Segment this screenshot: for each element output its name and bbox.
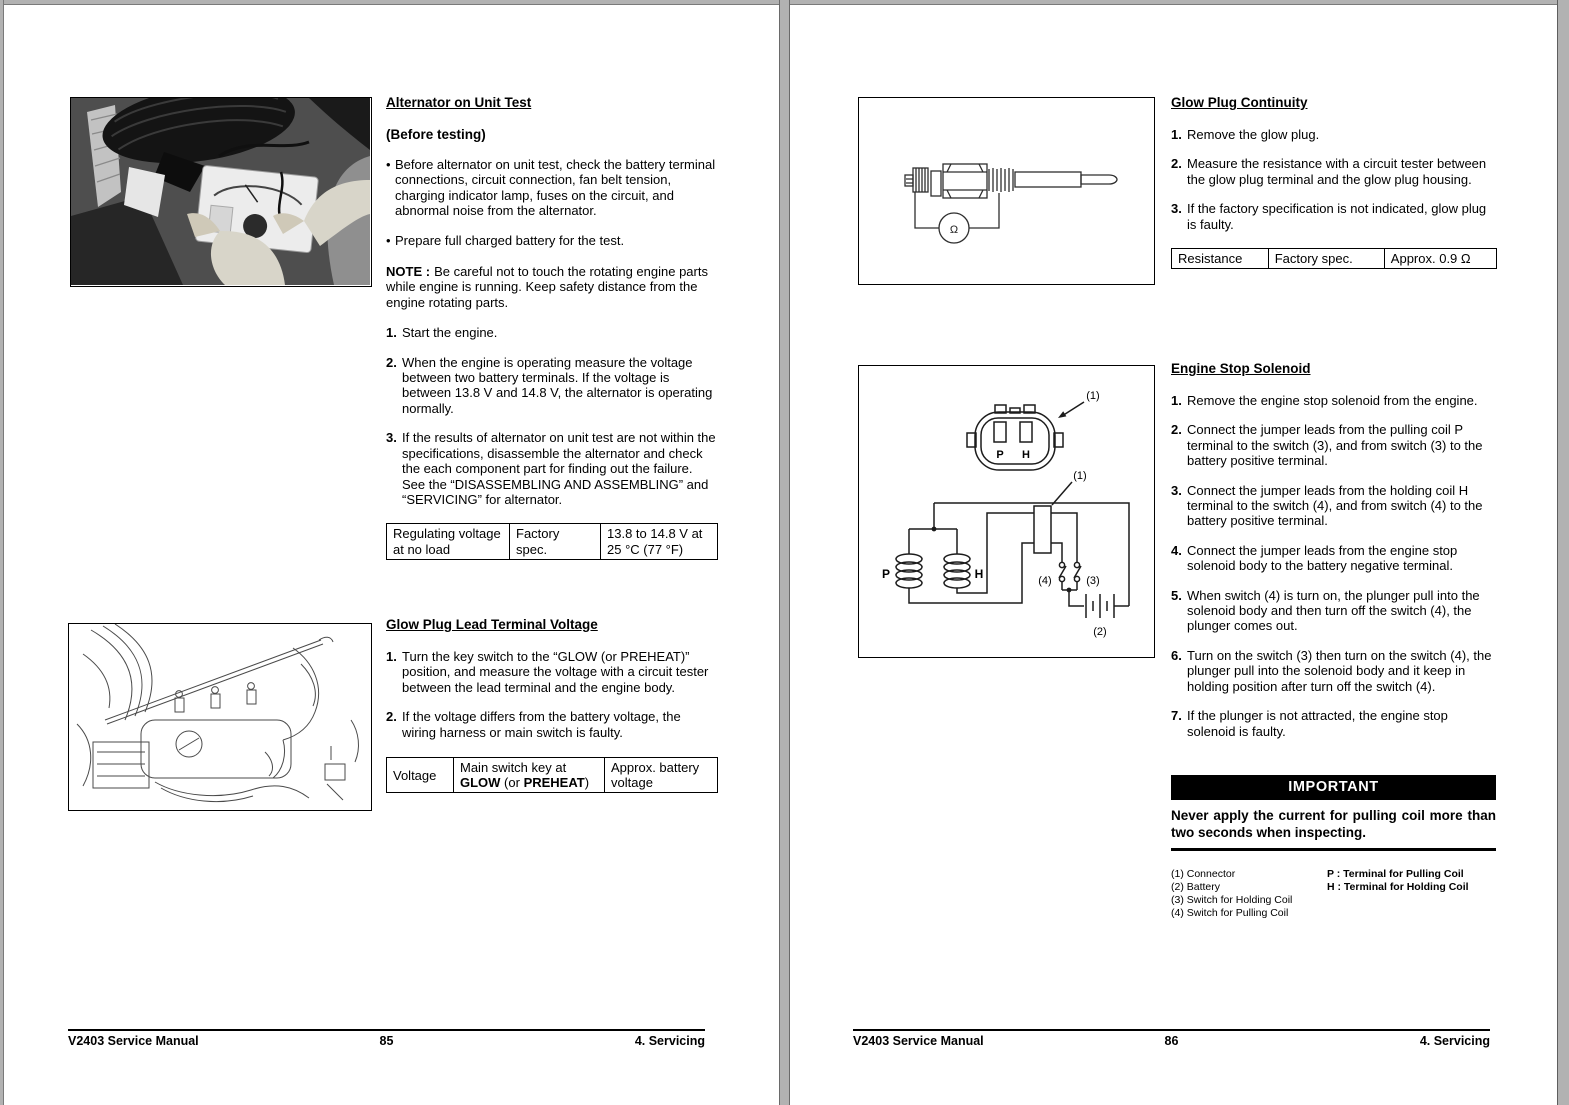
figure-legend-terminals	[1327, 868, 1507, 894]
step-number: 4.	[1171, 542, 1182, 558]
step-item	[386, 709, 718, 740]
spec-cell-end: )	[584, 775, 590, 791]
viewer-edge-right	[1557, 0, 1569, 1105]
footer-chapter: 4. Servicing	[634, 1034, 705, 1048]
footer-page-number: 86	[1164, 1034, 1179, 1048]
pulling-coil-label: P	[881, 567, 891, 581]
regulating-voltage-spec-table	[386, 523, 718, 559]
holding-coil-label: H	[974, 567, 984, 581]
alternator-test-photo	[70, 97, 372, 287]
section-title: Glow Plug Continuity	[1171, 95, 1308, 110]
section-title: Alternator on Unit Test	[386, 95, 532, 110]
step-item	[1171, 127, 1497, 142]
step-item	[1171, 156, 1497, 187]
step-text: Turn on the switch (3) then turn on the switch (4), the plunger pull into the solenoid body and it keep in holding position after turn off the switch (4).	[1187, 647, 1492, 694]
page-gutter	[779, 0, 790, 1105]
spec-cell: Approx. 0.9 Ω	[1384, 249, 1496, 269]
battery-label: (2)	[1093, 626, 1107, 638]
step-number: 1.	[386, 325, 397, 341]
step-item	[386, 355, 718, 417]
step-number: 2.	[1171, 156, 1182, 172]
spec-cell: Voltage	[387, 758, 454, 793]
important-box	[1171, 775, 1496, 851]
figure-legend-numbers	[1171, 868, 1321, 920]
before-testing-subhead: (Before testing)	[386, 127, 486, 142]
step-text: If the results of alternator on unit test are not within the specifications, disassemble the alternator and check the each component part for finding out the failure. See the “DISASSEMBLING AND ASSEMBLING” and “SERVICING” for alternator.	[402, 430, 716, 507]
engine-line-art	[69, 624, 370, 809]
spec-cell: Approx. battery voltage	[605, 758, 718, 793]
step-text: Connect the jumper leads from the engine stop solenoid body to the battery negative terminal.	[1187, 542, 1458, 574]
spec-cell-line1: Main switch key at	[460, 760, 567, 776]
glow-plug-resistance-spec-table	[1171, 248, 1497, 269]
step-item	[386, 325, 718, 340]
circuit-connector-callout-label: (1)	[1073, 470, 1087, 482]
glow-plug-location-drawing	[68, 623, 372, 811]
bullet-text: Prepare full charged battery for the test.	[395, 232, 625, 248]
glow-plug-voltage-section	[386, 617, 718, 793]
page-footer-86	[853, 1029, 1490, 1048]
bullet-item	[386, 157, 718, 219]
arrowhead	[1058, 411, 1066, 418]
step-text: Turn the key switch to the “GLOW (or PREHEAT)” position, and measure the voltage with a circuit tester between the lead terminal and the engine body.	[402, 649, 709, 695]
step-text: If the plunger is not attracted, the engine stop solenoid is faulty.	[1187, 708, 1448, 739]
switch-3-label: (3)	[1086, 575, 1100, 587]
step-item	[1171, 543, 1497, 574]
spec-cell: Regulating voltage at no load	[387, 524, 510, 559]
step-text: Remove the glow plug.	[1187, 127, 1320, 142]
solenoid-circuit-art	[859, 366, 1153, 656]
step-item	[386, 649, 718, 695]
spec-cell: 13.8 to 14.8 V at 25 °C (77 °F)	[601, 524, 718, 559]
step-text: If the voltage differs from the battery voltage, the wiring harness or main switch is faulty.	[402, 709, 681, 740]
step-number: 5.	[1171, 587, 1182, 603]
step-item	[1171, 648, 1497, 694]
footer-page-number: 85	[379, 1034, 394, 1048]
step-number: 2.	[386, 709, 397, 725]
glow-bold: GLOW	[460, 775, 501, 791]
step-item	[386, 430, 718, 507]
step-number: 3.	[1171, 482, 1182, 498]
legend-item: (2) Battery	[1171, 881, 1221, 893]
glow-plug-continuity-diagram	[858, 97, 1155, 285]
bullet-mark: •	[386, 232, 391, 248]
bullet-text: Before alternator on unit test, check the battery terminal connections, circuit connection, fan belt tension, charging indicator lamp, fuses on the circuit, and abnormal noise from the alternator.	[395, 157, 716, 219]
note-label: NOTE :	[386, 264, 431, 280]
glow-plug-circuit-art	[859, 98, 1153, 283]
step-number: 1.	[1171, 393, 1182, 408]
step-text: Measure the resistance with a circuit tester between the glow plug terminal and the glow plug housing.	[1187, 156, 1487, 187]
step-text: When switch (4) is turn on, the plunger pull into the solenoid body and then turn off the switch (4), the plunger comes out.	[1187, 587, 1480, 634]
step-item	[1171, 422, 1497, 468]
spec-cell: Factory spec.	[1268, 249, 1384, 269]
legend-item: P : Terminal for Pulling Coil	[1327, 868, 1464, 880]
step-text: Connect the jumper leads from the pulling coil P terminal to the switch (3), and from switch (3) to the battery positive terminal.	[1187, 422, 1483, 469]
important-heading: IMPORTANT	[1171, 775, 1496, 800]
ohmmeter-symbol: Ω	[949, 224, 959, 236]
step-text: Start the engine.	[402, 325, 498, 341]
engine-stop-solenoid-section	[1171, 361, 1497, 753]
step-text: When the engine is operating measure the voltage between two battery terminals. If the voltage is between 13.8 V and 14.8 V, the alternator is operating normally.	[402, 354, 713, 416]
step-number: 3.	[1171, 201, 1182, 217]
bullet-item	[386, 233, 718, 248]
bullet-mark: •	[386, 157, 391, 172]
glow-plug-continuity-section	[1171, 95, 1497, 269]
step-number: 2.	[386, 354, 397, 370]
step-item	[1171, 393, 1497, 408]
legend-item: (4) Switch for Pulling Coil	[1171, 907, 1289, 919]
page-footer-85	[68, 1029, 705, 1048]
step-number: 3.	[386, 430, 397, 446]
step-number: 2.	[1171, 422, 1182, 438]
connector-pin-p-label: P	[996, 449, 1004, 461]
note-text: Be careful not to touch the rotating engine parts while engine is running. Keep safety distance from the engine rotating parts.	[386, 264, 708, 310]
alternator-section	[386, 95, 718, 560]
step-item	[1171, 483, 1497, 529]
spec-cell	[454, 758, 605, 793]
step-number: 7.	[1171, 708, 1182, 724]
step-item	[1171, 588, 1497, 634]
footer-manual-title: V2403 Service Manual	[68, 1034, 199, 1048]
step-text: Remove the engine stop solenoid from the engine.	[1187, 393, 1478, 408]
connector-pin-h-label: H	[1022, 449, 1030, 461]
step-item	[1171, 708, 1497, 739]
legend-item: H : Terminal for Holding Coil	[1327, 881, 1469, 893]
step-text: If the factory specification is not indicated, glow plug is faulty.	[1187, 201, 1487, 232]
switch-4-label: (4)	[1038, 575, 1052, 587]
legend-item: (3) Switch for Holding Coil	[1171, 894, 1293, 906]
footer-chapter: 4. Servicing	[1419, 1034, 1490, 1048]
connector-callout-label: (1)	[1086, 390, 1100, 402]
step-number: 6.	[1171, 647, 1182, 663]
preheat-bold: PREHEAT	[523, 775, 585, 791]
spec-cell-mid: (or	[500, 775, 524, 791]
note-paragraph	[386, 264, 718, 310]
spec-cell: Factory spec.	[510, 524, 601, 559]
important-text: Never apply the current for pulling coil more than two seconds when inspecting.	[1171, 808, 1496, 840]
viewer-edge-left	[0, 0, 4, 1105]
alternator-photo-art	[71, 98, 370, 285]
spec-cell: Resistance	[1172, 249, 1269, 269]
section-title: Engine Stop Solenoid	[1171, 361, 1311, 376]
footer-manual-title: V2403 Service Manual	[853, 1034, 984, 1048]
step-number: 1.	[1171, 127, 1182, 142]
step-item	[1171, 201, 1497, 232]
step-text: Connect the jumper leads from the holding coil H terminal to the switch (4), and from switch (4) to the battery positive terminal.	[1187, 482, 1483, 529]
important-rule	[1171, 848, 1496, 851]
section-title: Glow Plug Lead Terminal Voltage	[386, 617, 598, 632]
lead-terminal-voltage-spec-table	[386, 757, 718, 793]
engine-stop-solenoid-diagram	[858, 365, 1155, 658]
legend-item: (1) Connector	[1171, 868, 1236, 880]
step-number: 1.	[386, 649, 397, 664]
